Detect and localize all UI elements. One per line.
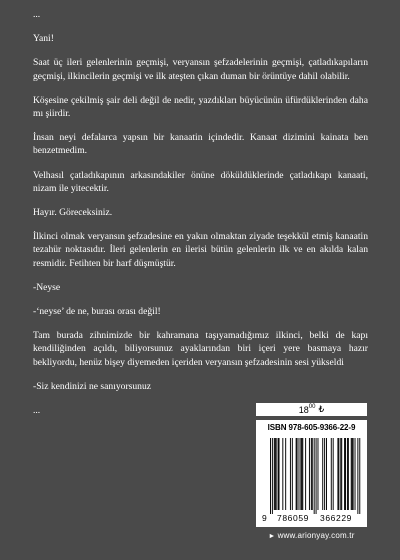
barcode-bar [302, 438, 303, 510]
paragraph-3: Saat üç ileri gelenlerinin geçmişi, veryansın şefzadelerinin geçmişi, çatladıkapıların geçmişi, ilkincilerin geçmişi ve ilk ateşten çıkan duman bir örüntüye dahil olabilir. [33, 57, 368, 82]
barcode-digits-right: 366229 [320, 513, 352, 523]
barcode-bar [311, 438, 312, 510]
barcode-bar [276, 438, 277, 510]
back-cover-text [33, 8, 368, 428]
barcode-bar [292, 438, 293, 510]
barcode-bar [299, 438, 300, 510]
barcode-bar [285, 438, 286, 510]
barcode-bar [340, 438, 341, 510]
barcode-bar [309, 438, 310, 510]
barcode-bar [324, 438, 325, 510]
price-amount [299, 405, 316, 415]
publisher-website [256, 531, 367, 540]
barcode-bar [348, 438, 349, 510]
barcode-bar [347, 438, 348, 510]
barcode-bar [326, 438, 327, 510]
barcode-bar [274, 438, 275, 510]
barcode-bar [338, 438, 339, 510]
barcode-bar [300, 438, 301, 510]
paragraph-4: Köşesine çekilmiş şair deli değil de nedir, yazdıkları büyücünün üfürdüklerinden daha mı şiirdir. [33, 94, 368, 120]
price-integer: 18 [298, 404, 309, 415]
arrow-right-icon: ► [268, 533, 276, 540]
barcode-bar [337, 438, 338, 510]
paragraph-10: -‘neyse’ de ne, burası orası değil! [33, 306, 161, 318]
barcode-bar [314, 438, 315, 514]
barcode-bar [345, 438, 346, 510]
barcode-digit-first: 9 [262, 513, 267, 523]
barcode-bar [353, 438, 354, 510]
barcode-bar [275, 438, 276, 510]
paragraph-2: Yani! [33, 33, 54, 45]
barcode-bar [312, 438, 313, 510]
paragraph-7: Hayır. Göreceksiniz. [33, 207, 113, 219]
paragraph-12: -Siz kendinizi ne sanıyorsunuz [33, 380, 152, 392]
paragraph-1: ... [33, 9, 41, 20]
barcode-bar [301, 438, 302, 510]
price-tag [256, 403, 367, 416]
barcode-bar [278, 438, 279, 510]
paragraph-13: ... [33, 405, 41, 417]
barcode-bar [352, 438, 353, 510]
barcode-bar [333, 438, 334, 510]
barcode-bar [318, 438, 319, 510]
barcode-bar [279, 438, 280, 510]
barcode-bar [272, 438, 273, 514]
isbn-label: ISBN 978-605-9366-22-9 [267, 423, 356, 432]
barcode-bar [305, 438, 306, 510]
barcode-bar [270, 438, 271, 514]
paragraph-9: -Neyse [33, 281, 61, 293]
barcode-digits-left: 786059 [277, 513, 309, 523]
paragraph-11: Tam burada zihnimizde bir kahramana taşıyamadığımız ilkinci, belki de kapı kendiliğinden açıldı, biliyorsunuz ayaklarından biri içeri yere basmaya hazır bekliyordu, henüz bişey diyemeden içeriden veryansın şefzadesinin sesi yükseldi [33, 330, 368, 368]
barcode-bar [282, 438, 283, 510]
paragraph-8: İlkinci olmak veryansın şefzadesine en yakın olmaktan ziyade teşekkül etmiş kanaatin tezahür noktasıdır. İleri gelenlerin en ilerisi bütün gelenlerin ilk ve en akılda kalan resmidir. Fetihten bir harf düşmüştür. [33, 231, 368, 269]
barcode-bar [355, 438, 356, 510]
lira-sign-icon: ₺ [318, 404, 325, 414]
barcode-bar [351, 438, 352, 510]
paragraph-6: Velhasıl çatladıkapının arkasındakiler önüne döküldüklerinde çatladıkapı kanaati, nizam ile yitecektir. [33, 169, 368, 194]
barcode-bar [297, 438, 298, 510]
price-decimals: 00 [308, 403, 316, 410]
barcode-bar [322, 438, 323, 510]
barcode-bar [344, 438, 345, 510]
barcode-bar [316, 438, 317, 514]
isbn-barcode-box [256, 420, 367, 527]
barcode-bar [296, 438, 297, 510]
barcode-bar [341, 438, 342, 510]
barcode-bar [290, 438, 291, 510]
barcode-bar [357, 438, 358, 514]
barcode-icon [262, 436, 361, 524]
paragraph-5: İnsan neyi defalarca yapsın bir kanaatin içindedir. Kanaat dizimini kainata ben benzetmedim. [33, 132, 368, 157]
barcode-bar [331, 438, 332, 510]
website-url: www.arionyay.com.tr [277, 531, 355, 540]
barcode-bar [359, 438, 360, 514]
